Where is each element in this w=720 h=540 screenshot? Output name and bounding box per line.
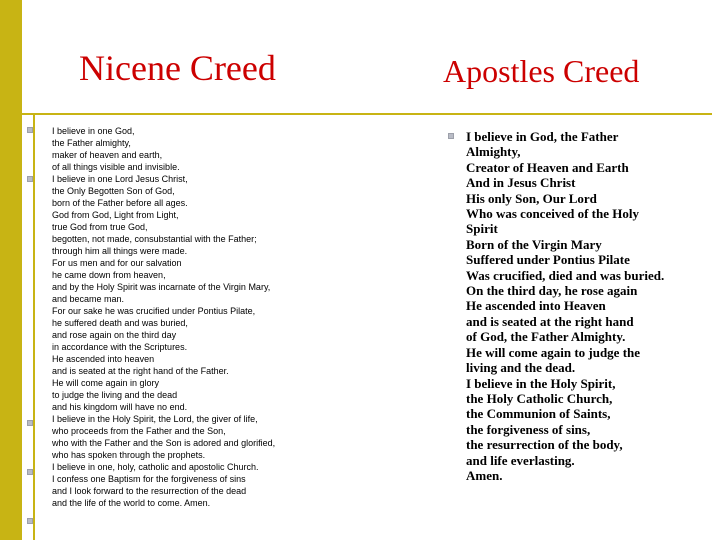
bullet-icon (27, 518, 33, 524)
text-line: Spirit (466, 221, 498, 237)
text-line: the Father almighty, (52, 138, 131, 148)
text-line: the Holy Catholic Church, (466, 390, 613, 406)
text-line: and is seated at the right hand of the Father. (52, 366, 229, 376)
bullet-icon (448, 133, 454, 139)
text-line: of God, the Father Almighty. (466, 329, 626, 345)
left-accent-bar (0, 0, 22, 540)
text-line: On the third day, he rose again (466, 283, 638, 299)
text-line: of all things visible and invisible. (52, 162, 180, 172)
text-line: I believe in God, the Father (466, 129, 619, 144)
bullet-icon (27, 176, 33, 182)
text-line: the resurrection of the body, (466, 437, 623, 453)
text-line: and the life of the world to come. Amen. (52, 498, 211, 508)
text-line: and I look forward to the resurrection of the dead (52, 486, 247, 496)
text-line: living and the dead. (466, 360, 576, 376)
text-line: For us men and for our salvation (52, 258, 182, 268)
text-line: and rose again on the third day (52, 330, 177, 340)
text-line: to judge the living and the dead (52, 390, 178, 400)
text-line: he came down from heaven, (52, 270, 166, 280)
text-line: and became man. (52, 294, 125, 304)
text-line: maker of heaven and earth, (52, 150, 163, 160)
text-line: And in Jesus Christ (466, 175, 576, 191)
text-line: born of the Father before all ages. (52, 198, 188, 208)
bullet-icon (27, 420, 33, 426)
text-line: His only Son, Our Lord (466, 190, 597, 206)
text-line: Suffered under Pontius Pilate (466, 252, 630, 268)
text-line: Born of the Virgin Mary (466, 236, 602, 252)
text-line: Creator of Heaven and Earth (466, 159, 629, 175)
text-line: He ascended into Heaven (466, 298, 606, 314)
text-line: who with the Father and the Son is adored and glorified, (52, 438, 276, 448)
text-line: and life everlasting. (466, 452, 575, 468)
nicene-creed-title: Nicene Creed (79, 48, 276, 88)
text-line: the forgiveness of sins, (466, 421, 591, 437)
text-line: I believe in one, holy, catholic and apostolic Church. (52, 462, 259, 472)
text-line: He will come again to judge the (466, 344, 641, 360)
text-line: and by the Holy Spirit was incarnate of the Virgin Mary, (52, 282, 271, 292)
apostles-creed-text (466, 129, 716, 483)
apostles-creed-title: Apostles Creed (443, 53, 640, 89)
text-line: who has spoken through the prophets. (52, 450, 206, 460)
text-line: and is seated at the right hand (466, 313, 634, 329)
text-line: God from God, Light from Light, (52, 210, 179, 220)
text-line: I believe in the Holy Spirit, the Lord, the giver of life, (52, 414, 258, 424)
text-line: the Only Begotten Son of God, (52, 186, 175, 196)
text-line: He will come again in glory (52, 378, 160, 388)
left-accent-line (33, 113, 35, 540)
bullet-icon (27, 469, 33, 475)
text-line: Who was conceived of the Holy (466, 206, 639, 222)
text-line: he suffered death and was buried, (52, 318, 188, 328)
text-line: who proceeds from the Father and the Son, (52, 426, 226, 436)
text-line: through him all things were made. (52, 246, 188, 256)
text-line: Almighty, (466, 144, 521, 160)
text-line: I believe in the Holy Spirit, (466, 375, 616, 391)
text-line: I confess one Baptism for the forgiveness of sins (52, 474, 246, 484)
title-divider-line (22, 113, 712, 115)
text-line: I believe in one God, (52, 126, 135, 136)
text-line: For our sake he was crucified under Pontius Pilate, (52, 306, 256, 316)
nicene-creed-text (52, 125, 372, 509)
text-line: in accordance with the Scriptures. (52, 342, 188, 352)
text-line: Amen. (466, 467, 503, 483)
text-line: and his kingdom will have no end. (52, 402, 188, 412)
text-line: the Communion of Saints, (466, 406, 611, 422)
text-line: I believe in one Lord Jesus Christ, (52, 174, 188, 184)
text-line: begotten, not made, consubstantial with the Father; (52, 234, 257, 244)
bullet-icon (27, 127, 33, 133)
text-line: true God from true God, (52, 222, 148, 232)
text-line: He ascended into heaven (52, 354, 155, 364)
text-line: Was crucified, died and was buried. (466, 267, 665, 283)
